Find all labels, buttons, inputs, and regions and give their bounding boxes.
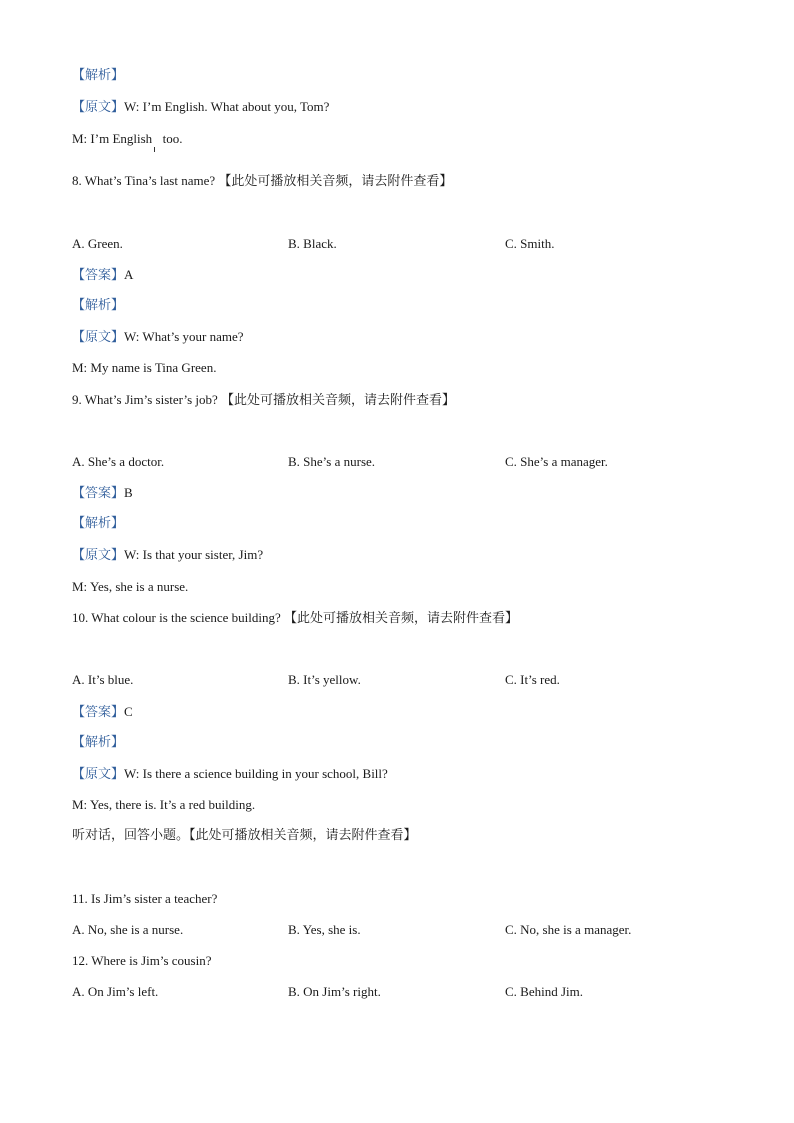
audio-note-link[interactable]: 【此处可播放相关音频，请去附件查看】 (218, 174, 453, 189)
transcript-m-line (72, 131, 183, 152)
q9-answer (72, 485, 133, 502)
transcript-m-text-b: too. (162, 131, 183, 146)
q10-option-a: A. It’s blue. (72, 672, 134, 687)
q9-option-a: A. She’s a doctor. (72, 454, 165, 469)
question-8-text: 8. What’s Tina’s last name? (72, 173, 216, 188)
q11-option-b: B. Yes, she is. (288, 922, 361, 937)
question-12: 12. Where is Jim’s cousin? (72, 953, 212, 968)
q10-answer (72, 704, 133, 721)
analysis-tag: 【解析】 (72, 735, 125, 750)
q12-option-a: A. On Jim’s left. (72, 984, 159, 999)
comma-mark (154, 147, 155, 152)
transcript-m-text-a: M: I’m English (72, 131, 153, 146)
answer-tag: 【答案】 (72, 705, 125, 720)
analysis-tag: 【解析】 (72, 68, 125, 83)
analysis-tag: 【解析】 (72, 516, 125, 531)
q12-option-c: C. Behind Jim. (505, 984, 584, 999)
question-11: 11. Is Jim’s sister a teacher? (72, 891, 218, 906)
audio-note-link[interactable]: 【此处可播放相关音频，请去附件查看】 (284, 611, 519, 626)
original-tag: 【原文】 (72, 767, 125, 782)
dialogue-intro (72, 828, 417, 844)
q9-option-b: B. She’s a nurse. (288, 454, 376, 469)
audio-note-link[interactable]: 【此处可播放相关音频，请去附件查看】 (221, 393, 456, 408)
transcript-w-text: W: I’m English. What about you, Tom? (124, 99, 330, 114)
q8-option-c: C. Smith. (505, 236, 555, 251)
q10-transcript-m: M: Yes, there is. It’s a red building. (72, 797, 256, 812)
q8-answer-value: A (124, 267, 134, 282)
dialogue-intro-text: 听对话，回答小题。 (72, 828, 190, 843)
q8-option-b: B. Black. (288, 236, 337, 251)
answer-tag: 【答案】 (72, 268, 125, 283)
q10-transcript-w-text: W: Is there a science building in your school, Bill? (124, 766, 388, 781)
q8-transcript-w-text: W: What’s your name? (124, 329, 244, 344)
q9-transcript-m: M: Yes, she is a nurse. (72, 579, 189, 594)
original-tag: 【原文】 (72, 330, 125, 345)
q8-option-a: A. Green. (72, 236, 123, 251)
q11-option-c: C. No, she is a manager. (505, 922, 632, 937)
question-10-text: 10. What colour is the science building? (72, 610, 281, 625)
analysis-tag: 【解析】 (72, 298, 125, 313)
q9-option-c: C. She’s a manager. (505, 454, 608, 469)
transcript-w-line (72, 99, 329, 116)
q10-option-b: B. It’s yellow. (288, 672, 361, 687)
question-9 (72, 392, 455, 409)
original-tag: 【原文】 (72, 100, 125, 115)
q10-answer-value: C (124, 704, 133, 719)
question-10 (72, 610, 518, 627)
original-tag: 【原文】 (72, 548, 125, 563)
q9-answer-value: B (124, 485, 133, 500)
q8-transcript-w (72, 329, 244, 346)
question-9-text: 9. What’s Jim’s sister’s job? (72, 392, 218, 407)
audio-note-link[interactable]: 【此处可播放相关音频，请去附件查看】 (189, 828, 417, 843)
q9-transcript-w-text: W: Is that your sister, Jim? (124, 547, 264, 562)
q11-option-a: A. No, she is a nurse. (72, 922, 184, 937)
q10-transcript-w (72, 766, 388, 783)
question-8 (72, 173, 452, 190)
q8-answer (72, 267, 133, 284)
q9-transcript-w (72, 547, 263, 564)
q12-option-b: B. On Jim’s right. (288, 984, 381, 999)
answer-tag: 【答案】 (72, 486, 125, 501)
q10-option-c: C. It’s red. (505, 672, 560, 687)
q8-transcript-m: M: My name is Tina Green. (72, 360, 217, 375)
